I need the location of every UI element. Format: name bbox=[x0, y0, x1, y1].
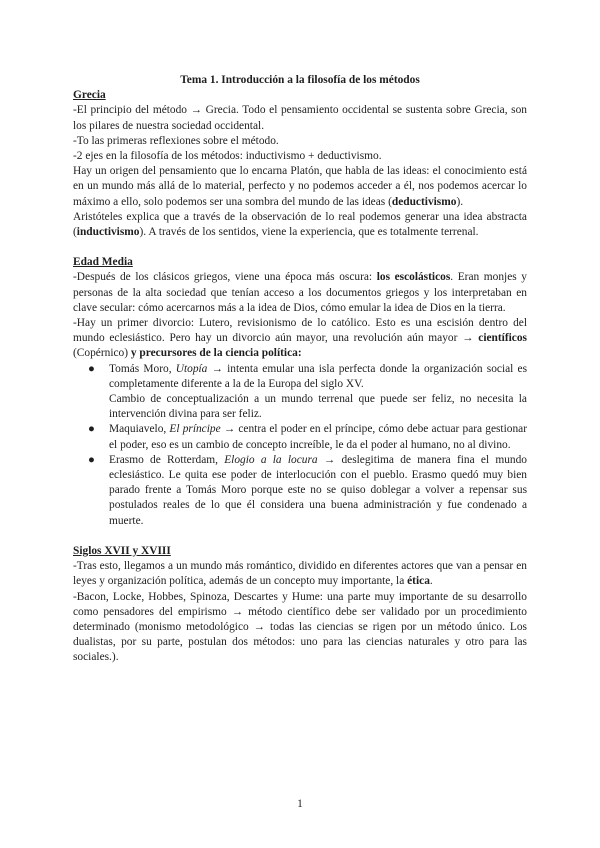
list-item bbox=[88, 362, 528, 423]
list-item-text bbox=[109, 453, 527, 529]
bullet-icon: ● bbox=[88, 423, 95, 436]
text-span: Maquiavelo, bbox=[109, 423, 170, 436]
paragraph bbox=[73, 316, 527, 362]
text-span: . Eran monjes y personas de la alta sociedad que tenían acceso a los documentos griegos y los interpretaban en clave secular: cómo acercarnos más a la idea de Dios, cómo emular la idea de Dios en la tierra. bbox=[73, 271, 527, 314]
paragraph bbox=[73, 164, 527, 210]
italic-title: Utopía bbox=[175, 362, 208, 375]
bold-term: deductivismo bbox=[391, 195, 457, 208]
text-span: (Copérnico) bbox=[73, 347, 131, 360]
list-item-text: Cambio de conceptualización a un mundo terrenal que puede ser feliz, no necesita la intervención divina para ser feliz. bbox=[109, 393, 527, 421]
text-span: Tomás Moro, bbox=[109, 362, 176, 375]
text-span: -Hay un primer divorcio: Lutero, revisionismo de lo católico. Esto es una escisión dentro del mundo eclesiástico. Pero hay un divorcio aún mayor, una revolución aún mayor → bbox=[73, 317, 527, 345]
text-span: -Tras esto, llegamos a un mundo más romántico, dividido en diferentes actores que van a pensar en leyes y organización política, además de un concepto muy importante, la bbox=[73, 560, 527, 588]
bold-term: ética bbox=[407, 575, 430, 588]
spacer bbox=[73, 529, 527, 544]
bold-term: y precursores de la ciencia política: bbox=[130, 347, 302, 360]
bullet-icon: ● bbox=[88, 362, 95, 375]
bullet-icon: ● bbox=[88, 453, 95, 466]
italic-title: Elogio a la locura bbox=[224, 453, 318, 466]
list-item-text bbox=[109, 362, 527, 392]
paragraph bbox=[73, 559, 527, 589]
text-span: Erasmo de Rotterdam, bbox=[109, 453, 225, 466]
paragraph: -2 ejes en la filosofía de los métodos: inductivismo + deductivismo. bbox=[73, 150, 382, 163]
paragraph: -El principio del método → Grecia. Todo el pensamiento occidental se sustenta sobre Grecia, son los pilares de nuestra sociedad occidental. bbox=[73, 104, 527, 132]
bold-term: inductivismo bbox=[76, 226, 140, 239]
document-title: Tema 1. Introducción a la filosofía de los métodos bbox=[180, 74, 420, 86]
text-span: ). A través de los sentidos, viene la experiencia, que es totalmente terrenal. bbox=[139, 226, 479, 239]
text-span: ). bbox=[456, 195, 464, 208]
bold-term: los escolásticos bbox=[376, 271, 451, 284]
text-span: → intenta emular una isla perfecta donde la organización social es completamente diferente a la de la Europa del siglo XV. bbox=[109, 362, 528, 390]
list-item bbox=[88, 422, 527, 452]
bold-term: científicos bbox=[478, 332, 527, 345]
spacer bbox=[73, 240, 527, 255]
paragraph: -To las primeras reflexiones sobre el método. bbox=[73, 134, 279, 147]
paragraph: -Bacon, Locke, Hobbes, Spinoza, Descartes y Hume: una parte muy importante de su desarrollo como pensadores del empirismo → método científico debe ser validado por un procedimiento determinado (monismo metodológico → todas las ciencias se rigen por un método único. Los dualistas, por su parte, postulan dos métodos: uno para las ciencias naturales y otro para las sociales.). bbox=[73, 590, 527, 664]
text-span: -Después de los clásicos griegos, viene una época más oscura: bbox=[73, 271, 377, 284]
paragraph bbox=[73, 210, 527, 240]
section-heading-edad-media: Edad Media bbox=[73, 256, 133, 269]
page-number: 1 bbox=[297, 798, 303, 810]
section-heading-siglos: Siglos XVII y XVIII bbox=[73, 544, 171, 557]
text-span: → centra el poder en el príncipe, cómo debe actuar para gestionar el poder, eso es un cambio de concepto increíble, le da el poder al humano, no al divino. bbox=[109, 423, 527, 451]
list-item-text bbox=[109, 422, 527, 452]
text-span: Hay un origen del pensamiento que lo encarna Platón, que habla de las ideas: el conocimiento está en un mundo más allá de lo material, perfecto y no podemos acceder a él, nos podemos acercar lo máximo a ello, solo podemos ser una sombra del mundo de las ideas ( bbox=[73, 165, 527, 208]
bullet-list bbox=[73, 362, 527, 529]
section-heading-grecia: Grecia bbox=[73, 89, 106, 102]
list-item bbox=[88, 453, 527, 529]
text-span: → deslegitima de manera fina el mundo eclesiástico. Le quita ese poder de interlocución con el pueblo. Erasmo quedó muy bien parado frente a Tomás Moro porque este no se quiso doblegar a volver a repensar sus postulados reales de lo que él considera una buena administración y fue condenado a muerte. bbox=[109, 453, 527, 527]
italic-title: El príncipe bbox=[169, 423, 221, 436]
page-content bbox=[73, 73, 527, 666]
paragraph bbox=[73, 270, 527, 316]
text-span: Aristóteles explica que a través de la observación de lo real podemos generar una idea abstracta ( bbox=[73, 210, 527, 239]
text-span: . bbox=[429, 575, 433, 588]
